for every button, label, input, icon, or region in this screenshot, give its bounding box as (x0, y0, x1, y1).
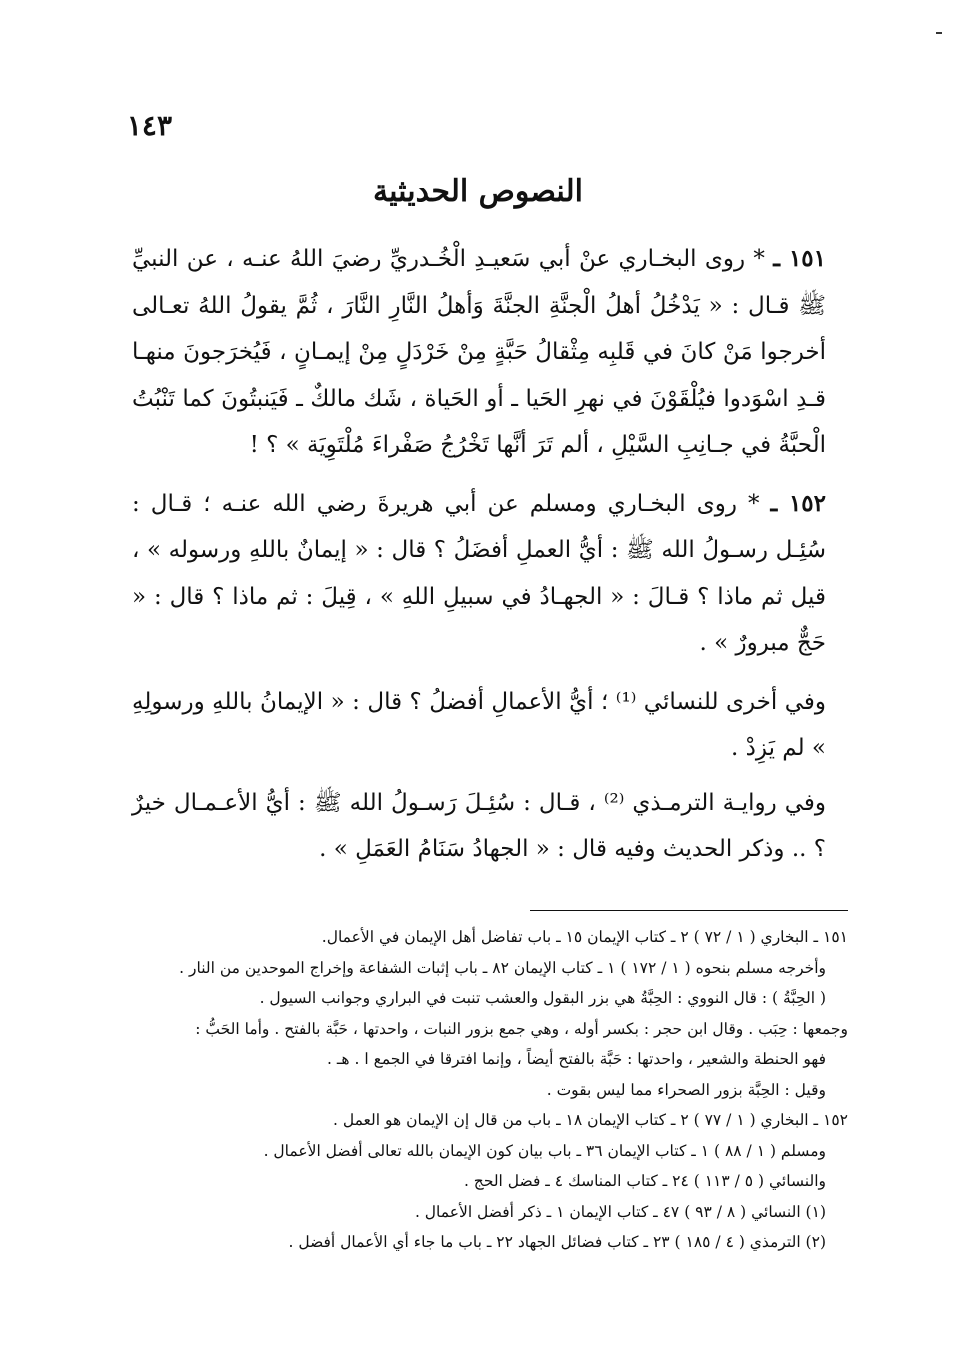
footnote-line: ١٥٢ ـ البخاري ( ١ / ٧٧ ) ٢ ـ كتاب الإيمان ١٨ ـ باب من قال إن الإيمان هو العمل . (333, 1111, 848, 1129)
hadith-number: ١٥١ ـ (773, 245, 826, 272)
footnote-line: ( الحِبَّةُ ) : قال النووي : الحِبَّةُ هي بزر البقول والعشب تنبت في البراري وجوانب السيول . (259, 989, 826, 1007)
main-text (132, 236, 826, 885)
hadith-paragraph-152 (132, 481, 826, 667)
footnote-line: وأخرجه مسلم بنحوه ( ١ / ١٧٢ ) ١ ـ كتاب الإيمان ٨٢ ـ باب إثبات الشفاعة وإخراج الموحدين من النار . (179, 958, 826, 977)
nasai-variant-paragraph (132, 679, 826, 772)
footnote-line: وقيل : الحِبَّة بزور الصحراء مما ليس بقوت . (546, 1080, 826, 1099)
hadith-text: * روى البخـاري عنْ أبي سَعيـدِ الْخُـدريِّ رضيَ اللهُ عنـه ، عن النبيِّ ﷺ قـال : « يَدْخُلُ أهلُ الْجنَّةِ الجنَّةَ وَأهلُ النَّارِ النَّارَ ، ثُمَّ يقولُ اللهُ تعـالى أخرجوا مَنْ كانَ في قَلبِه مِثْقالُ حَبَّةٍ مِنْ خَرْدَلٍ مِنْ إيمـانٍ ، فَيُخرَجونَ منهـا قـدِ اسْوَدوا فيُلْقَوْنَ في نهرِ الحَيا ـ أو الحَياة ، شَك مالكٌ ـ فَيَنبتُونَ كما تَنْبُتُ الْحبَّةُ في جـانِبِ السَّيْلِ ، ألم تَرَ أنَّها تَخْرُجُ صَفْراءَ مُلْتَوِيَة » ؟ ! (132, 246, 826, 458)
hadith-text: * روى البخـاري ومسلم عن أبي هريرةَ رضي الله عنـه ؛ قـال : سُئِـل رسـولُ الله ﷺ : أيُّ العملِ أفضَلُ ؟ قال : « إيمانٌ باللهِ ورسوله » ، قيل ثم ماذا ؟ قـالَ : « الجهـادُ في سبيلِ اللهِ » ، قِيلَ : ثم ماذا ؟ قال : « حَجٌّ مبرورٌ » . (132, 490, 826, 656)
variant-text: وفي روايـة الترمـذي ⁽²⁾ ، قـال : سُئِـلَ رَسـولُ الله ﷺ : أيُّ الأعـمـال خيرٌ ؟ .. وذكر الحديث وفيه قال : « الجهادُ سَنَامُ العَمَلِ » . (132, 789, 826, 862)
footnote-line: والنسائي ( ٥ / ١١٣ ) ٢٤ ـ كتاب المناسك ٤ ـ فضل الحج . (463, 1172, 826, 1190)
footnotes (130, 922, 848, 1258)
hadith-number: ١٥٢ ـ (770, 489, 827, 517)
footnote-line: ١٥١ ـ البخاري ( ١ / ٧٢ ) ٢ ـ كتاب الإيمان ١٥ ـ باب تفاضل أهل الإيمان في الأعمال. (321, 928, 848, 946)
footnote-line: (١) النسائي ( ٨ / ٩٣ ) ٤٧ ـ كتاب الإيمان ١ ـ ذكر أفضل الأعمال . (414, 1202, 826, 1221)
footnote-line: ومسلم ( ١ / ٨٨ ) ١ ـ كتاب الإيمان ٣٦ ـ باب بيان كون الإيمان بالله تعالى أفضل الأعمال . (263, 1141, 826, 1160)
footnote-line: وجمعها : حِبَب . وقال ابن حجر : بكسر أوله ، وهي جمع بزور النبات ، واحدتها ، حَبَّة بالفتح . وأما الحَبُّ : (195, 1019, 848, 1038)
hadith-paragraph-151 (132, 236, 826, 469)
footnote-divider (530, 910, 848, 911)
page-number: ١٤٣ (126, 109, 172, 142)
footnote-line: فهو الحنطة والشعير ، واحدتها : حَبَّة بالفتح أيضاً ، وإنما افترقا في الجمع ا . هـ . (327, 1050, 826, 1068)
variant-text: وفي أخرى للنسائي ⁽¹⁾ ؛ أيُّ الأعمالِ أفضلُ ؟ قال : « الإيمانُ باللهِ ورسولِهِ » لم يَزِدْ . (132, 688, 826, 761)
section-title: النصوص الحديثية (373, 174, 583, 209)
corner-mark (936, 32, 942, 34)
footnote-line: (٢) الترمذي ( ٤ / ١٨٥ ) ٢٣ ـ كتاب فضائل الجهاد ٢٢ ـ باب ما جاء أي الأعمال أفضل . (288, 1233, 826, 1251)
tirmidhi-variant-paragraph (132, 780, 826, 873)
